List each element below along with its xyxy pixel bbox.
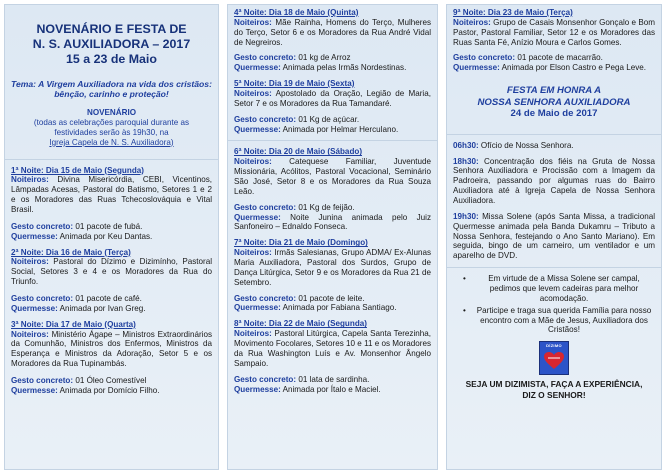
column-right (446, 4, 662, 470)
novena-note: (todas as celebrações paroquial durante as festividades serão às 19h30, na Igreja Capela de N. S. Auxiliadora) (33, 117, 190, 147)
event-dates: 15 a 23 de Maio (66, 51, 157, 66)
column-left (4, 4, 219, 470)
feast-date: 24 de Maio de 2017 (510, 108, 598, 120)
theme: Tema: A Virgem Auxiliadora na vida dos cristãos: bênção, carinho e proteção! (11, 78, 212, 100)
schedule-item: 06h30: Ofício de Nossa Senhora. (453, 140, 574, 150)
night-3: 3ª Noite: Dia 17 de Maio (Quarta) Noiteiros: Ministério Ágape – Ministros Extraordinários da Comunhão, Ministros dos Enfermos, Ministros da Esperança e Ministros da Adoração, Setor 5 e os Moradores da Rua Tupinambás. Gesto concreto: 01 Óleo Comestível Quermesse: Animada por Domício Filho. (11, 319, 213, 395)
feast-heading: FESTA EM HONRA A NOSSA SENHORA AUXILIADORA 24 de Maio de 2017 (453, 85, 655, 120)
novena-heading: NOVENÁRIO (86, 108, 137, 118)
night-7: 7ª Noite: Dia 21 de Maio (Domingo) Noiteiros: Irmãs Salesianas, Grupo ADMA/ Ex-Alunas Maria Auxiliadora, Pastoral dos Surdos, Grupo de Dança Litúrgica, Setor 9 e os Moradores da Rua 21 de Setembro. Gesto concreto: 01 pacote de leite. Quermesse: Animada por Fabiana Santiago. (234, 238, 431, 313)
column-middle (227, 4, 438, 470)
night-8: 8ª Noite: Dia 22 de Maio (Segunda) Noiteiros: Pastoral Litúrgica, Capela Santa Terezinha, Movimento Focolares, Setores 10 e 11 e os Moradores da Rua Washington Luís e Av. Monsenhor Ângelo Sampaio. Gesto concreto: 01 lata de sardinha. Quermesse: Animada por Ítalo e Maciel. (234, 319, 432, 394)
schedule-item: 18h30: Concentração dos fiéis na Gruta de Nossa Senhora Auxiliadora e Procissão com a Imagem da Padroeira, passando por algumas ruas do Bairro Auxiliadora até à Igreja Capela de Nossa Senhora Auxiliadora. (453, 156, 655, 205)
night-5: 5ª Noite: Dia 19 de Maio (Sexta) Noiteiros: Apostolado da Oração, Legião de Maria, Setor 7 e os Moradores da Rua Tamandaré. Gesto concreto: 01 Kg de açúcar. Quermesse: Animada por Helmar Herculano. (234, 79, 431, 134)
divider (447, 267, 661, 268)
feast-schedule (453, 141, 655, 261)
divider (228, 140, 437, 141)
night-1: 1ª Noite: Dia 15 de Maio (Segunda) Noiteiros: Divina Misericórdia, CEBI, Vicentinos, Lâmpadas Acesas, Pastoral do Batismo, Setores 1 e 2 e os Moradores das Ruas Tchecoslováquia e Vital Brasil. Gesto concreto: 01 pacote de fubá. Quermesse: Animada por Keu Dantas. (11, 165, 213, 241)
night-2: 2ª Noite: Dia 16 de Maio (Terça) Noiteiros: Pastoral do Dízimo e Dizimínho, Pastoral Social, Setores 3 e 4 e os Moradores da Rua do Triunfo. Gesto concreto: 01 pacote de café. Quermesse: Animada por Ivan Greg. (11, 247, 213, 313)
bulletin-page (4, 4, 662, 470)
divider (5, 159, 218, 160)
page-title: NOVENÁRIO E FESTA DE N. S. AUXILIADORA – 2017 15 a 23 de Maio (11, 22, 212, 67)
tithe-logo: DÍZIMO (539, 341, 569, 375)
night-6: 6ª Noite: Dia 20 de Maio (Sábado) Noiteiros: Catequese Familiar, Juventude Missionária, Acólitos, Pastoral Vocacional, Seminário São José, Setor 8 e os Moradores da Rua Souza Leão. Gesto concreto: 01 Kg de feijão. Quermesse: Noite Junina animada pelo Juiz Sanfoneiro – Ednaldo Fonseca. (234, 147, 432, 232)
night-9: 9ª Noite: Dia 23 de Maio (Terça) Noiteiros: Grupo de Casais Monsenhor Gonçalo e Bom Pastor, Pastoral Familiar, Setor 12 e os Moradores das Ruas Santa Fé, Anízio Moura e Carlos Gomes. Gesto concreto: 01 pacote de macarrão. Quermesse: Animada por Elson Castro e Pega Leve. (453, 8, 656, 73)
notes-list (453, 274, 655, 335)
schedule-item: 19h30: Missa Solene (após Santa Missa, a tradicional Quermesse animada pela Banda Dukamru – Tributo a Nossa Senhora, festejando o Ano Santo Mariano). Em seguida, bingo de um carneiro, um ventilador e um aparelho de DVD. (453, 211, 655, 261)
list-item: • Participe e traga sua querida Família para nosso encontro com a Mãe de Jesus, Auxiliadora dos Cristãos! (453, 306, 655, 336)
night-4: 4ª Noite: Dia 18 de Maio (Quinta) Noiteiros: Mãe Rainha, Homens do Terço, Mulheres do Terço, Setor 6 e os Moradores da Rua André Vidal de Negreiros. Gesto concreto: 01 kg de Arroz Quermesse: Animada pelas Irmãs Nordestinas. (234, 8, 431, 73)
list-item: • Em virtude de a Missa Solene ser campal, pedimos que levem cadeiras para melhor acomodação. (453, 274, 655, 304)
heart-icon (544, 352, 564, 370)
closing-message: SEJA UM DIZIMISTA, FAÇA A EXPERIÊNCIA, DIZ O SENHOR! (465, 379, 643, 400)
divider (447, 134, 661, 135)
